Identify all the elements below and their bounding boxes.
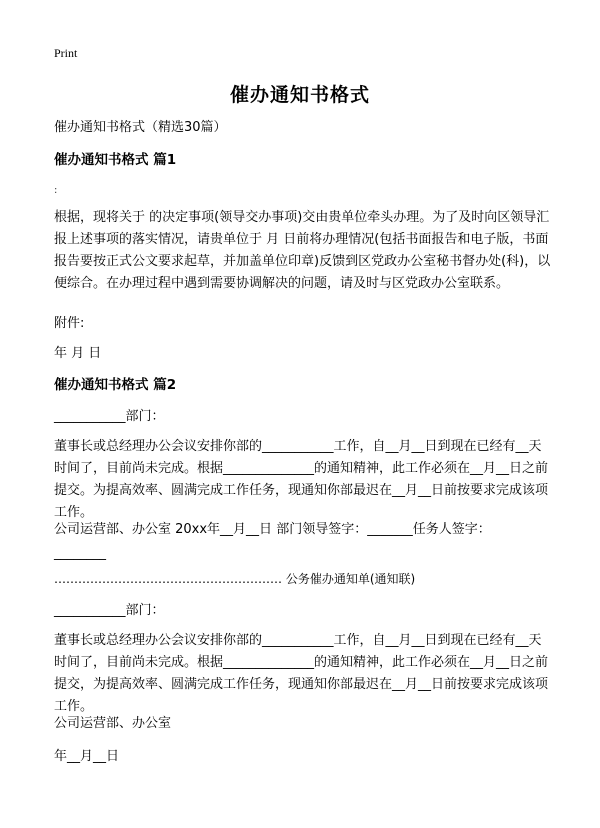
section1-colon: : <box>54 185 58 196</box>
section2-company: 公司运营部、办公室 <box>54 716 172 731</box>
section2-heading: 催办通知书格式 篇2 <box>54 377 177 393</box>
section1-heading: 催办通知书格式 篇1 <box>54 152 177 168</box>
section2-sign-blank: ________ <box>54 546 106 561</box>
print-label: Print <box>54 46 78 60</box>
document-title: 催办通知书格式 <box>229 84 370 106</box>
section2-body: 董事长或总经理办公会议安排你部的___________工作，自__月__日到现在已经有__天时间了，目前尚未完成。根据______________的通知精神，此工作必须在__月__日之前提交。为提高效率、圆满完成工作任务，现通知你部最迟在__月__日前按要求完成该项工作。 <box>54 439 549 520</box>
section2-divider: ………………………………………………… 公务催办通知单(通知联) <box>54 572 416 586</box>
section2-dept-line: ___________部门： <box>54 409 165 424</box>
section2-dept-line2: ___________部门： <box>54 603 165 618</box>
section1-body: 根据，现将关于 的决定事项(领导交办事项)交由贵单位牵头办理。为了及时向区领导汇报上述事项的落实情况，请贵单位于 月 日前将办理情况(包括书面报告和电子版，书面报告要按正式公文要求起草，并加盖单位印章)反馈到区党政办公室秘书督办处(科)，以便综合。在办理过程中遇到需要协调解决的问题，请及时与区党政办公室联系。 <box>54 210 551 291</box>
section1-attachment: 附件: <box>54 316 85 331</box>
section1-date: 年 月 日 <box>54 346 102 361</box>
section2-body2: 董事长或总经理办公会议安排你部的___________工作，自__月__日到现在已经有__天时间了，目前尚未完成。根据______________的通知精神，此工作必须在__月__日之前提交，为提高效率、圆满完成工作任务，现通知你部最迟在__月__日前按要求完成该项工作。 <box>54 633 549 714</box>
document-subtitle: 催办通知书格式（精选30篇） <box>54 120 227 135</box>
section2-date2: 年__月__日 <box>54 749 120 764</box>
section2-sign-line: 公司运营部、办公室 20xx年__月__日 部门领导签字：_______任务人签字： <box>54 522 491 537</box>
